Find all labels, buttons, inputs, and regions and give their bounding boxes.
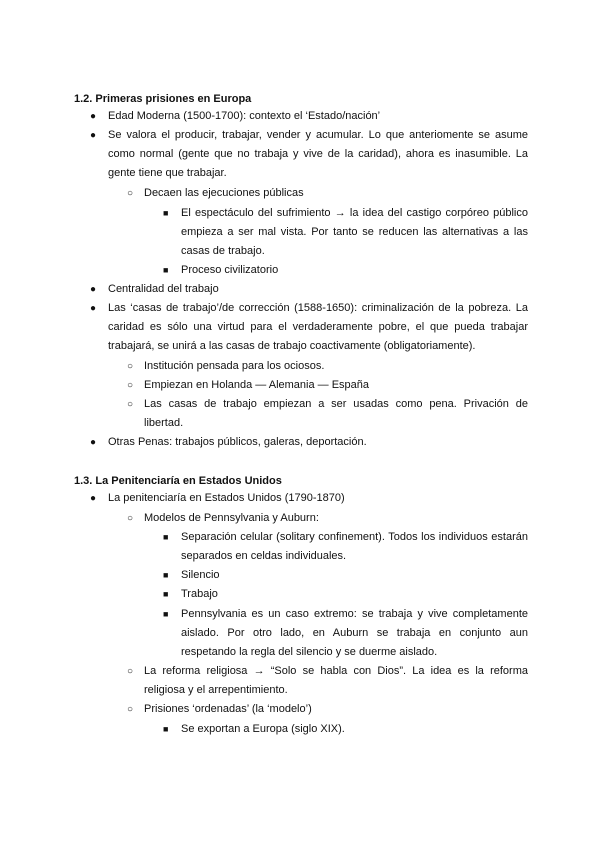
list-item-text: Separación celular (solitary confinement). Todos los individuos estarán separados en celdas individuales. [181, 531, 528, 562]
list-item [127, 662, 528, 700]
bullet-level1: ● [90, 111, 97, 122]
list-item-text: Modelos de Pennsylvania y Auburn: [144, 512, 319, 524]
bullet-level3: ■ [163, 265, 169, 275]
list-item-text: La reforma religiosa → “Solo se habla con Dios”. La idea es la reforma religiosa y el arrepentimiento. [144, 665, 528, 696]
list-item-text: Prisiones ‘ordenadas’ (la ‘modelo’) [144, 703, 312, 715]
list-item [90, 126, 528, 183]
bullet-level2: ○ [127, 188, 134, 199]
list-item [127, 376, 528, 395]
bullet-level2: ○ [127, 513, 134, 524]
list-item [163, 566, 528, 585]
list-item-text: Las casas de trabajo empiezan a ser usadas como pena. Privación de libertad. [144, 398, 528, 429]
bullet-level1: ● [90, 130, 97, 141]
list-item-text: Se exportan a Europa (siglo XIX). [181, 723, 345, 735]
list-item [127, 184, 528, 203]
list-item [163, 261, 528, 280]
list-item [127, 357, 528, 376]
bullet-level2: ○ [127, 704, 134, 715]
bullet-level1: ● [90, 493, 97, 504]
list-item [163, 605, 528, 662]
list-item-text: Silencio [181, 569, 220, 581]
list-item-text: Decaen las ejecuciones públicas [144, 187, 304, 199]
bullet-level3: ■ [163, 570, 169, 580]
list-item [127, 395, 528, 433]
section-heading: 1.2. Primeras prisiones en Europa [74, 93, 252, 105]
list-item-text: Otras Penas: trabajos públicos, galeras, deportación. [108, 436, 367, 448]
list-item-text: Proceso civilizatorio [181, 264, 279, 276]
bullet-level2: ○ [127, 399, 134, 410]
list-item-text: Trabajo [181, 588, 218, 600]
list-item-text: Se valora el producir, trabajar, vender y acumular. Lo que anteriomente se asume como normal (gente que no trabaja y vive de la caridad), ahora es inasumible. La gente tiene que trabajar. [108, 129, 528, 179]
list-item [127, 509, 528, 528]
list-item-text: El espectáculo del sufrimiento → la idea del castigo corpóreo público empieza a ser mal vista. Por tanto se reducen las alternativas a las casas de trabajo. [181, 207, 528, 257]
bullet-level2: ○ [127, 380, 134, 391]
list-item [163, 585, 528, 604]
bullet-level1: ● [90, 303, 97, 314]
bullet-level3: ■ [163, 609, 169, 619]
list-item [163, 720, 528, 739]
list-item [163, 204, 528, 261]
bullet-level1: ● [90, 437, 97, 448]
bullet-level1: ● [90, 284, 97, 295]
list-item [163, 528, 528, 566]
list-item-text: La penitenciaría en Estados Unidos (1790-1870) [108, 492, 345, 504]
bullet-level2: ○ [127, 361, 134, 372]
list-item [127, 700, 528, 719]
list-item [90, 299, 528, 356]
list-item [90, 107, 528, 126]
list-item-text: Centralidad del trabajo [108, 283, 219, 295]
list-item [90, 280, 528, 299]
list-item [90, 489, 528, 508]
bullet-level3: ■ [163, 208, 169, 218]
list-item-text: Empiezan en Holanda — Alemania — España [144, 379, 370, 391]
bullet-level3: ■ [163, 724, 169, 734]
list-item-text: Edad Moderna (1500-1700): contexto el ‘Estado/nación’ [108, 110, 381, 122]
bullet-level3: ■ [163, 589, 169, 599]
list-item-text: Pennsylvania es un caso extremo: se trabaja y vive completamente aislado. Por otro lado, en Auburn se trabaja en conjunto aun respetando la regla del silencio y se duerme aislado. [181, 608, 528, 658]
list-item-text: Institución pensada para los ociosos. [144, 360, 325, 372]
list-item [90, 433, 528, 452]
bullet-level2: ○ [127, 666, 134, 677]
section-heading: 1.3. La Penitenciaría en Estados Unidos [74, 475, 282, 487]
bullet-level3: ■ [163, 532, 169, 542]
list-item-text: Las ‘casas de trabajo’/de corrección (1588-1650): criminalización de la pobreza. La caridad es sólo una virtud para el verdaderamente pobre, el que pueda trabajar trabajará, se unirá a las casas de trabajo coactivamente (obligatoriamente). [108, 302, 528, 352]
